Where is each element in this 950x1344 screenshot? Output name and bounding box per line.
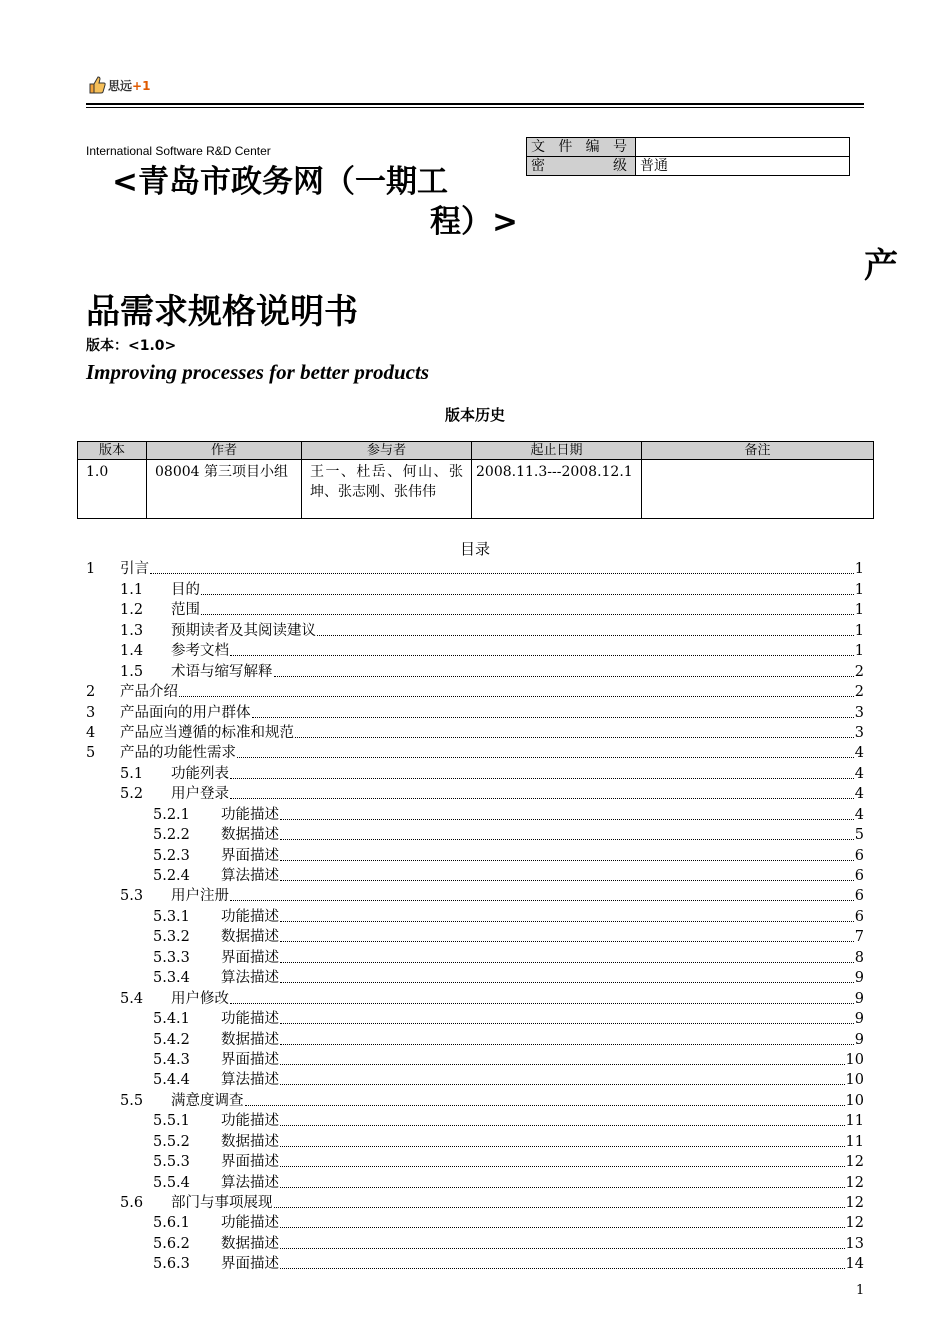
- toc-entry-page: 11: [845, 1133, 864, 1150]
- toc-leader-dots: [230, 1003, 854, 1004]
- toc-entry-page: 12: [845, 1215, 864, 1232]
- toc-entry-label: 满意度调查: [171, 1092, 244, 1109]
- toc-entry-label: 用户注册: [171, 888, 229, 905]
- toc-entry-number: 5.4.4: [153, 1072, 190, 1089]
- meta-value: 普通: [636, 157, 850, 176]
- toc-leader-dots: [150, 573, 854, 574]
- history-cell: 08004 第三项目小组: [147, 460, 302, 519]
- organization-name: International Software R&D Center: [86, 144, 271, 158]
- toc-entry-number: 2: [86, 684, 96, 701]
- toc-entry-number: 5.5.1: [153, 1113, 190, 1130]
- toc-entry-page: 1: [854, 581, 864, 598]
- toc-entry-label: 产品的功能性需求: [120, 745, 236, 762]
- toc-entry[interactable]: [86, 619, 864, 639]
- toc-entry[interactable]: [86, 701, 864, 721]
- toc-entry[interactable]: [86, 1253, 864, 1273]
- history-row: [78, 460, 874, 519]
- toc-entry-label: 界面描述: [221, 1154, 279, 1171]
- toc-entry-label: 引言: [120, 561, 149, 578]
- logo-text: 思远+1: [108, 78, 151, 93]
- toc-leader-dots: [280, 1023, 854, 1024]
- toc-leader-dots: [201, 614, 854, 615]
- header-rule-thin: [86, 107, 864, 108]
- toc-entry[interactable]: [86, 578, 864, 598]
- toc-entry-label: 数据描述: [221, 1031, 279, 1048]
- toc-entry-label: 功能描述: [221, 908, 279, 925]
- toc-entry-label: 界面描述: [221, 847, 279, 864]
- toc-leader-dots: [280, 880, 854, 881]
- doc-title-line-1: <青岛市政务网（一期工: [112, 164, 448, 200]
- toc-entry-number: 1.5: [120, 663, 144, 680]
- toc-entry[interactable]: [86, 967, 864, 987]
- toc-entry-label: 功能描述: [221, 1215, 279, 1232]
- toc-entry-number: 5.3.2: [153, 929, 190, 946]
- history-header-row: [78, 442, 874, 460]
- toc-entry-number: 5.5.3: [153, 1154, 190, 1171]
- toc-entry-page: 2: [854, 684, 864, 701]
- toc-entry-page: 2: [854, 663, 864, 680]
- toc-entry-number: 1.2: [120, 602, 144, 619]
- toc-entry[interactable]: [86, 987, 864, 1007]
- thumbs-up-icon: [88, 75, 106, 95]
- toc-entry[interactable]: [86, 885, 864, 905]
- doc-title-line-3: 产: [864, 246, 898, 286]
- slogan: Improving processes for better products: [86, 360, 429, 384]
- toc-leader-dots: [280, 819, 854, 820]
- meta-key: 文件编号: [527, 138, 636, 157]
- toc-leader-dots: [230, 655, 854, 656]
- toc-entry-page: 8: [854, 949, 864, 966]
- toc-entry-label: 数据描述: [221, 827, 279, 844]
- toc-entry-label: 用户登录: [171, 786, 229, 803]
- history-header-cell: 参与者: [302, 442, 472, 460]
- toc-entry-label: 数据描述: [221, 1133, 279, 1150]
- toc-entry-number: 1.4: [120, 643, 144, 660]
- toc-entry-label: 产品介绍: [120, 684, 178, 701]
- toc-leader-dots: [230, 778, 854, 779]
- toc-entry-label: 产品应当遵循的标准和规范: [120, 724, 294, 741]
- toc-entry[interactable]: [86, 1089, 864, 1109]
- toc-entry[interactable]: [86, 865, 864, 885]
- toc-title: 目录: [459, 540, 490, 558]
- toc-entry-number: 5.6.2: [153, 1235, 190, 1252]
- history-header-cell: 版本: [78, 442, 147, 460]
- toc-leader-dots: [252, 717, 854, 718]
- toc-entry-page: 6: [854, 888, 864, 905]
- history-header-cell: 备注: [642, 442, 874, 460]
- meta-row-doc-number: [527, 138, 850, 157]
- toc-entry[interactable]: [86, 762, 864, 782]
- toc-entry-number: 5.6: [120, 1195, 144, 1211]
- toc-entry-number: 5.3: [120, 888, 144, 905]
- toc-entry[interactable]: [86, 599, 864, 619]
- toc-entry-page: 10: [845, 1051, 864, 1068]
- header-rule: [86, 103, 864, 105]
- toc-entry-number: 5.2.2: [153, 827, 190, 844]
- toc-leader-dots: [237, 757, 854, 758]
- history-title: 版本历史: [444, 406, 505, 424]
- toc-entry-page: 10: [845, 1072, 864, 1089]
- toc-entry-label: 功能描述: [221, 806, 279, 823]
- toc-entry-page: 4: [854, 745, 864, 762]
- toc-entry[interactable]: [86, 1049, 864, 1069]
- toc-leader-dots: [280, 1187, 845, 1188]
- toc-leader-dots: [280, 1227, 845, 1228]
- toc-leader-dots: [179, 696, 854, 697]
- toc-leader-dots: [245, 1105, 845, 1106]
- toc-entry[interactable]: [86, 803, 864, 823]
- toc-leader-dots: [280, 1044, 854, 1045]
- toc-entry-page: 4: [854, 786, 864, 803]
- toc-leader-dots: [280, 1248, 845, 1249]
- toc-entry-label: 界面描述: [221, 949, 279, 966]
- toc-entry[interactable]: [86, 660, 864, 680]
- page-number: 1: [856, 1283, 865, 1298]
- toc-entry[interactable]: [86, 1212, 864, 1232]
- toc-entry[interactable]: [86, 1151, 864, 1171]
- toc-entry-page: 1: [854, 602, 864, 619]
- toc-leader-dots: [280, 1084, 845, 1085]
- toc-entry-label: 参考文档: [171, 643, 229, 660]
- history-header-cell: 起止日期: [472, 442, 642, 460]
- toc-leader-dots: [280, 1064, 845, 1065]
- toc-entry-number: 5.4.1: [153, 1011, 190, 1028]
- history-cell: [642, 460, 874, 519]
- toc-entry[interactable]: [86, 1192, 864, 1212]
- toc-entry-number: 4: [86, 724, 96, 741]
- toc-entry-number: 1.1: [120, 581, 144, 598]
- toc-entry-number: 5.2.3: [153, 847, 190, 864]
- toc-entry-label: 范围: [171, 602, 200, 619]
- toc-entry[interactable]: [86, 558, 864, 578]
- toc-leader-dots: [280, 839, 854, 840]
- toc-entry-number: 5.5: [120, 1092, 144, 1109]
- toc-leader-dots: [295, 737, 854, 738]
- toc-entry-number: 5.5.4: [153, 1174, 190, 1191]
- toc-entry[interactable]: [86, 824, 864, 844]
- toc-entry-number: 5.2.4: [153, 868, 190, 884]
- history-cell: 王一、杜岳、何山、张坤、张志刚、张伟伟: [302, 460, 472, 519]
- toc-entry-page: 10: [845, 1092, 864, 1109]
- toc-entry[interactable]: [86, 1171, 864, 1191]
- document-meta-table: [526, 137, 850, 176]
- toc-entry-number: 1: [86, 561, 96, 578]
- history-cell: 2008.11.3---2008.12.1: [472, 460, 642, 519]
- toc-entry[interactable]: [86, 1130, 864, 1150]
- toc-entry-page: 12: [845, 1154, 864, 1171]
- toc-entry-page: 9: [854, 1011, 864, 1028]
- toc-entry-label: 部门与事项展现: [171, 1195, 273, 1211]
- toc-leader-dots: [230, 900, 854, 901]
- toc-entry-page: 3: [854, 724, 864, 741]
- toc-leader-dots: [274, 1207, 845, 1208]
- meta-key: 密级: [527, 157, 636, 176]
- toc-leader-dots: [274, 676, 854, 677]
- toc-entry-label: 算法描述: [221, 1072, 279, 1089]
- toc-entry-number: 5: [86, 745, 96, 762]
- toc-leader-dots: [280, 1146, 845, 1147]
- toc-entry-page: 12: [845, 1174, 864, 1191]
- toc-leader-dots: [280, 860, 854, 861]
- toc-entry-page: 1: [854, 622, 864, 639]
- toc-entry-page: 9: [854, 990, 864, 1007]
- toc-entry-number: 5.6.3: [153, 1256, 190, 1273]
- toc-entry-label: 算法描述: [221, 1174, 279, 1191]
- doc-title-line-4: 品需求规格说明书: [86, 292, 358, 332]
- toc-entry-label: 界面描述: [221, 1256, 279, 1273]
- version-line: 版本：<1.0>: [86, 338, 177, 354]
- toc-entry[interactable]: [86, 1008, 864, 1028]
- company-logo: [88, 72, 160, 98]
- toc-entry[interactable]: [86, 926, 864, 946]
- history-header-cell: 作者: [147, 442, 302, 460]
- toc-entry-page: 6: [854, 868, 864, 884]
- toc-entry-label: 用户修改: [171, 990, 229, 1007]
- history-cell: 1.0: [78, 460, 147, 519]
- toc-entry-page: 1: [854, 643, 864, 660]
- toc-entry[interactable]: [86, 783, 864, 803]
- toc-entry-number: 5.3.3: [153, 949, 190, 966]
- toc-entry[interactable]: [86, 1069, 864, 1089]
- toc-entry-page: 4: [854, 806, 864, 823]
- toc-entry[interactable]: [86, 1110, 864, 1130]
- table-of-contents: [86, 558, 864, 1273]
- toc-entry[interactable]: [86, 1028, 864, 1048]
- toc-entry-label: 界面描述: [221, 1051, 279, 1068]
- toc-entry[interactable]: [86, 1232, 864, 1252]
- toc-entry[interactable]: [86, 722, 864, 742]
- toc-leader-dots: [280, 921, 854, 922]
- toc-entry-page: 9: [854, 1031, 864, 1048]
- toc-leader-dots: [230, 798, 854, 799]
- toc-entry-number: 5.1: [120, 765, 144, 782]
- toc-entry[interactable]: [86, 681, 864, 701]
- toc-entry-label: 术语与缩写解释: [171, 663, 273, 680]
- toc-entry-label: 数据描述: [221, 1235, 279, 1252]
- toc-entry[interactable]: [86, 742, 864, 762]
- toc-entry-number: 5.6.1: [153, 1215, 190, 1232]
- toc-leader-dots: [280, 962, 854, 963]
- toc-entry-page: 1: [854, 561, 864, 578]
- toc-entry-label: 算法描述: [221, 970, 279, 987]
- toc-entry-label: 功能描述: [221, 1113, 279, 1130]
- meta-value: [636, 138, 850, 157]
- toc-entry-number: 5.2.1: [153, 806, 190, 823]
- toc-entry-page: 9: [854, 970, 864, 987]
- toc-entry[interactable]: [86, 640, 864, 660]
- toc-entry-label: 目的: [171, 581, 200, 598]
- meta-row-security-level: [527, 157, 850, 176]
- toc-entry-page: 14: [845, 1256, 864, 1273]
- toc-leader-dots: [317, 635, 854, 636]
- toc-entry-page: 13: [845, 1235, 864, 1252]
- toc-entry-number: 3: [86, 704, 96, 721]
- toc-entry-number: 5.2: [120, 786, 144, 803]
- toc-entry-label: 预期读者及其阅读建议: [171, 622, 316, 639]
- toc-entry-number: 5.3.4: [153, 970, 190, 987]
- toc-entry-label: 数据描述: [221, 929, 279, 946]
- toc-entry-page: 3: [854, 704, 864, 721]
- toc-entry-number: 5.4: [120, 990, 144, 1007]
- toc-entry-label: 功能列表: [171, 765, 229, 782]
- toc-entry-page: 12: [845, 1195, 864, 1211]
- toc-leader-dots: [280, 1268, 845, 1269]
- toc-leader-dots: [280, 982, 854, 983]
- toc-leader-dots: [280, 1125, 845, 1126]
- toc-leader-dots: [280, 941, 854, 942]
- doc-title-line-2: 程）>: [430, 204, 518, 240]
- toc-entry-number: 1.3: [120, 622, 144, 639]
- version-history-table: [77, 441, 874, 519]
- toc-entry-page: 6: [854, 908, 864, 925]
- toc-leader-dots: [201, 594, 854, 595]
- toc-entry[interactable]: [86, 905, 864, 925]
- toc-entry-page: 6: [854, 847, 864, 864]
- toc-entry-number: 5.4.3: [153, 1051, 190, 1068]
- toc-entry[interactable]: [86, 946, 864, 966]
- toc-entry-page: 7: [854, 929, 864, 946]
- toc-entry-number: 5.4.2: [153, 1031, 190, 1048]
- toc-entry-number: 5.5.2: [153, 1133, 190, 1150]
- toc-leader-dots: [280, 1166, 845, 1167]
- toc-entry-label: 功能描述: [221, 1011, 279, 1028]
- toc-entry-page: 5: [854, 827, 864, 844]
- toc-entry-number: 5.3.1: [153, 908, 190, 925]
- toc-entry-label: 算法描述: [221, 868, 279, 884]
- toc-entry-label: 产品面向的用户群体: [120, 704, 251, 721]
- toc-entry-page: 11: [845, 1113, 864, 1130]
- toc-entry-page: 4: [854, 765, 864, 782]
- toc-entry[interactable]: [86, 844, 864, 864]
